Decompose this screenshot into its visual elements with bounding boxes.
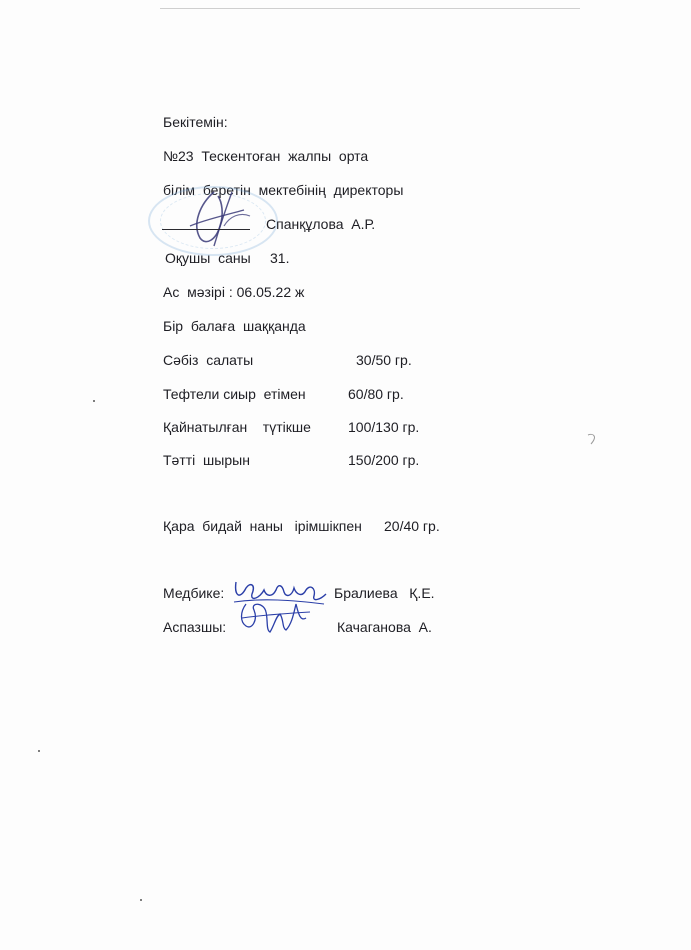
school-line-2: білім беретін мектебінің директоры [163, 182, 404, 198]
approval-heading: Бекітемін: [163, 114, 228, 130]
director-signature [170, 186, 260, 250]
cook-name: Качаганова А. [337, 619, 432, 635]
menu-item-portion: 150/200 гр. [348, 452, 420, 468]
menu-item-portion: 100/130 гр. [348, 419, 420, 435]
scan-speck [38, 750, 40, 752]
menu-item-name: Қайнатылған түтікше [163, 419, 311, 435]
cook-signature [236, 598, 314, 638]
menu-date-line: Ас мәзірі : 06.05.22 ж [163, 284, 305, 300]
menu-item-portion: 20/40 гр. [384, 518, 440, 534]
scan-speck [93, 400, 95, 402]
per-child-line: Бір балаға шаққанда [163, 318, 306, 334]
school-line-1: №23 Тескентоған жалпы орта [163, 148, 369, 164]
menu-item-name: Сәбіз салаты [163, 352, 254, 368]
director-name: Спанқұлова А.Р. [266, 216, 376, 232]
menu-item-name: Қара бидай наны ірімшікпен [163, 518, 362, 534]
scan-mark [586, 432, 600, 446]
menu-item-portion: 30/50 гр. [356, 352, 412, 368]
scan-edge-line [160, 8, 580, 9]
menu-item-name: Тефтели сиыр етімен [163, 386, 306, 402]
menu-item-name: Тәтті шырын [163, 452, 250, 468]
nurse-label: Медбике: [163, 585, 225, 601]
cook-label: Аспазшы: [163, 619, 227, 635]
students-label: Оқушы саны [165, 250, 251, 266]
students-count: 31. [270, 250, 290, 266]
menu-item-portion: 60/80 гр. [348, 386, 404, 402]
signature-line [162, 229, 250, 230]
nurse-name: Бралиева Қ.Е. [334, 585, 435, 601]
scan-speck [140, 899, 142, 901]
